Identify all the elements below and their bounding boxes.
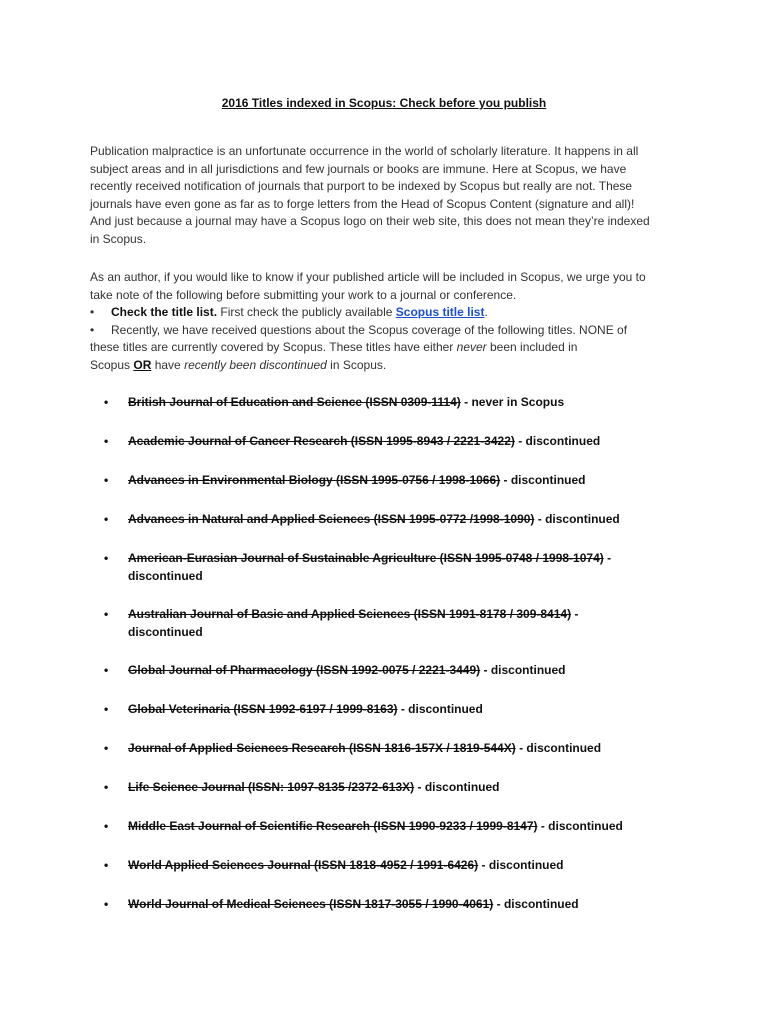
intro-line: And just because a journal may have a Scopus logo on their web site, this does not mean they’re indexed bbox=[90, 214, 650, 228]
journal-name: Advances in Environmental Biology (ISSN 1995-0756 / 1998-1066) bbox=[128, 473, 501, 487]
bullet-icon: • bbox=[104, 473, 109, 487]
bullet-icon: • bbox=[104, 897, 109, 911]
journal-status: - discontinued bbox=[128, 551, 612, 583]
page-title: 2016 Titles indexed in Scopus: Check before you publish bbox=[221, 96, 547, 110]
in-scopus-text: in Scopus. bbox=[326, 357, 387, 372]
author-paragraph bbox=[90, 269, 682, 374]
intro-line: subject areas and in all jurisdictions and few journals or books are immune. Here at Scopus, we have bbox=[90, 161, 627, 176]
intro-line: in Scopus. bbox=[90, 231, 147, 246]
journal-status: - discontinued bbox=[514, 434, 601, 448]
journal-name: World Journal of Medical Sciences (ISSN 1817-3055 / 1990-4061) bbox=[128, 897, 494, 911]
journal-name: Global Veterinaria (ISSN 1992-6197 / 1999-8163) bbox=[128, 702, 398, 716]
journal-name: Academic Journal of Cancer Research (ISSN 1995-8943 / 2221-3422) bbox=[128, 434, 515, 448]
bullet-icon: • bbox=[104, 819, 109, 833]
journal-name: Journal of Applied Sciences Research (ISSN 1816-157X / 1819-544X) bbox=[128, 741, 516, 755]
journal-name: British Journal of Education and Science (ISSN 0309-1114) bbox=[128, 395, 461, 409]
intro-line: Publication malpractice is an unfortunate occurrence in the world of scholarly literature. It happens in all bbox=[90, 144, 639, 158]
journal-status: - never in Scopus bbox=[460, 395, 565, 409]
journal-status: - discontinued bbox=[414, 780, 500, 794]
check-title-list-label: Check the title list. bbox=[111, 305, 218, 319]
scopus-title-list-link[interactable]: Scopus title list bbox=[395, 305, 485, 319]
journal-status: - discontinued bbox=[537, 819, 623, 833]
bullet-icon: • bbox=[90, 322, 95, 337]
journal-status: - discontinued bbox=[500, 473, 586, 487]
never-emphasis: never bbox=[456, 340, 487, 354]
journal-status: - discontinued bbox=[128, 607, 579, 639]
journal-status: - discontinued bbox=[478, 858, 564, 872]
have-word: have bbox=[151, 357, 185, 372]
author-line: take note of the following before submitting your work to a journal or conference. bbox=[90, 287, 517, 302]
journal-name: Life Science Journal (ISSN: 1097-8135 /2372-613X) bbox=[128, 780, 415, 794]
period: . bbox=[484, 305, 488, 319]
recently-text-2: these titles are currently covered by Scopus. These titles have either bbox=[90, 340, 457, 354]
journal-status: - discontinued bbox=[515, 741, 602, 755]
author-line: As an author, if you would like to know if your published article will be included in Scopus, we urge you to bbox=[90, 270, 646, 284]
check-text: First check the publicly available bbox=[217, 305, 396, 319]
or-emphasis: OR bbox=[133, 357, 152, 372]
journal-name: Global Journal of Pharmacology (ISSN 1992-0075 / 2221-3449) bbox=[128, 663, 481, 677]
been-included-text: been included in bbox=[486, 340, 578, 354]
journal-name: American-Eurasian Journal of Sustainable Agriculture (ISSN 1995-0748 / 1998-1074) bbox=[128, 551, 604, 565]
recently-text: Recently, we have received questions about the Scopus coverage of the following titles. NONE of bbox=[111, 322, 628, 337]
journal-name: World Applied Sciences Journal (ISSN 1818-4952 / 1991-6426) bbox=[128, 858, 479, 872]
journal-name: Advances in Natural and Applied Sciences (ISSN 1995-0772 /1998-1090) bbox=[128, 512, 535, 526]
bullet-icon: • bbox=[104, 434, 109, 448]
bullet-icon: • bbox=[104, 395, 109, 409]
bullet-icon: • bbox=[104, 780, 109, 794]
bullet-icon: • bbox=[104, 858, 109, 872]
bullet-icon: • bbox=[104, 512, 109, 526]
discontinued-emphasis: recently been discontinued bbox=[184, 357, 327, 372]
intro-line: journals have even gone as far as to forge letters from the Head of Scopus Content (signature and all)! bbox=[90, 196, 635, 211]
bullet-icon: • bbox=[104, 663, 109, 677]
journal-name: Australian Journal of Basic and Applied Sciences (ISSN 1991-8178 / 309-8414) bbox=[128, 607, 572, 621]
bullet-icon: • bbox=[104, 551, 109, 565]
journal-status: - discontinued bbox=[480, 663, 566, 677]
bullet-icon: • bbox=[104, 702, 109, 716]
journal-status: - discontinued bbox=[493, 897, 579, 911]
intro-line: recently received notification of journals that purport to be indexed by Scopus but really are not. These bbox=[90, 179, 633, 193]
journal-status: - discontinued bbox=[397, 702, 483, 716]
bullet-icon: • bbox=[104, 607, 109, 621]
intro-paragraph bbox=[90, 143, 682, 248]
bullet-icon: • bbox=[104, 741, 109, 755]
bullet-icon: • bbox=[90, 305, 95, 319]
scopus-word: Scopus bbox=[90, 357, 131, 372]
journal-status: - discontinued bbox=[534, 512, 620, 526]
journal-name: Middle East Journal of Scientific Research (ISSN 1990-9233 / 1999-8147) bbox=[128, 819, 538, 833]
